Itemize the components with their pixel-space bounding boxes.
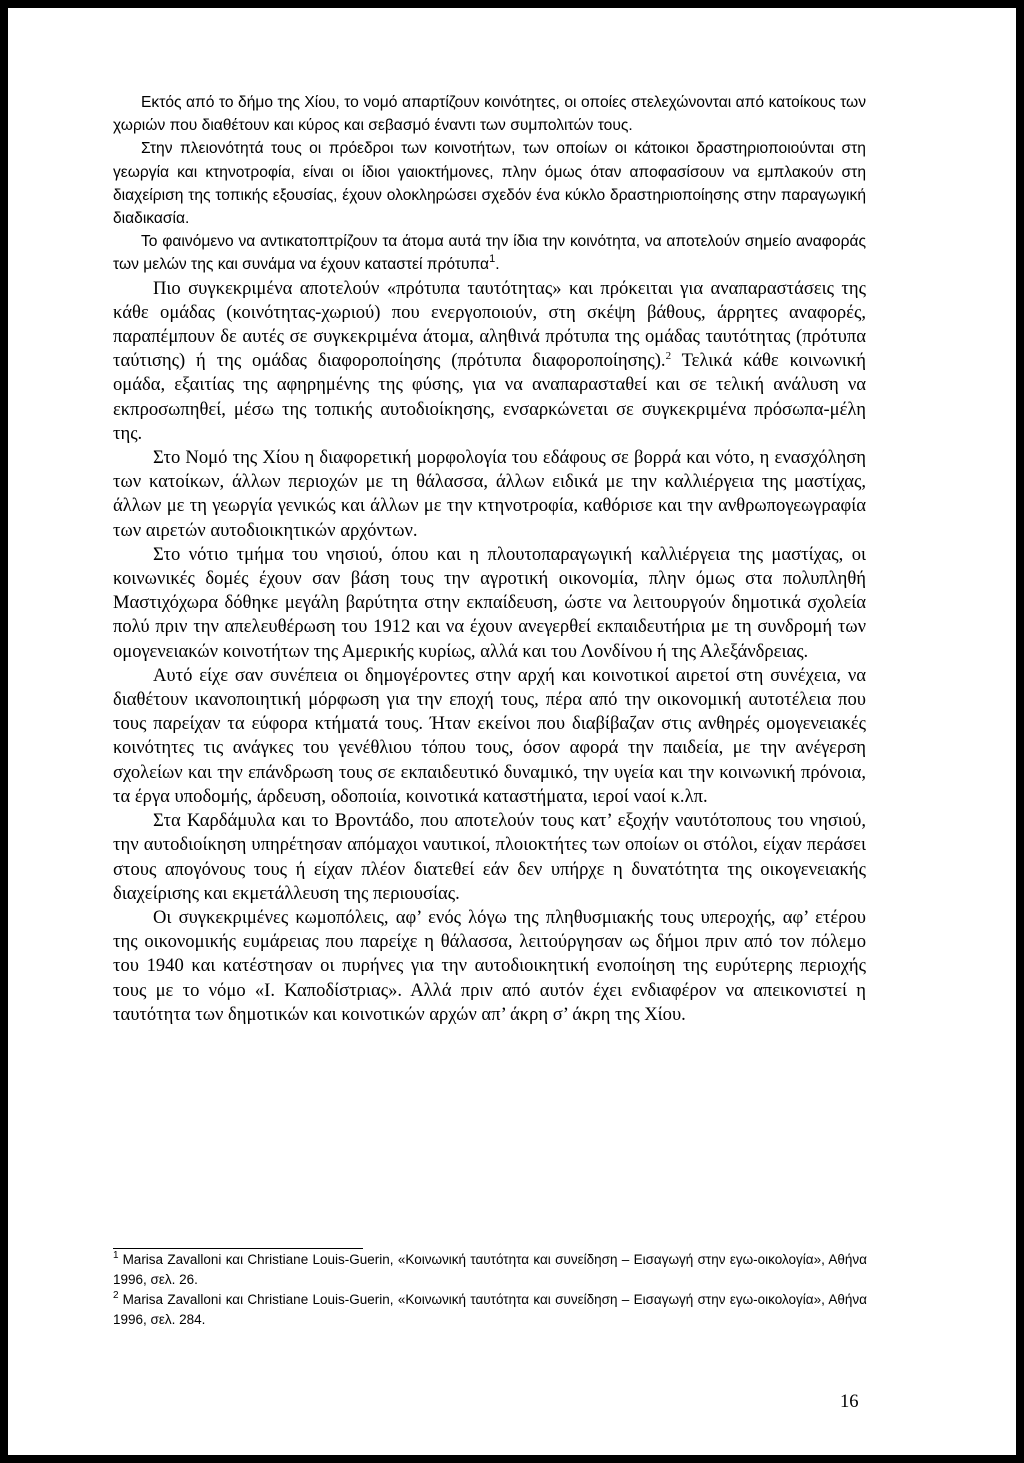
footnote xyxy=(113,1290,867,1330)
footnote-divider xyxy=(113,1248,363,1249)
paragraph: Αυτό είχε σαν συνέπεια οι δημογέροντες στην αρχή και κοινοτικοί αιρετοί στη συνέχεια, να διαθέτουν ικανοποιητική μόρφωση για την εποχή τους, πέρα από την οικονομική αυτοτέλεια που τους παρείχαν τα εύφορα κτήματά τους. Ήταν εκείνοι που διαβίβαζαν στις ανθηρές ομογενειακές κοινότητες τις ανάγκες του γενέθλιου τόπου τους, όσον αφορά την παιδεία, με την ανέγερση σχολείων και την επάνδρωση τους σε εκπαιδευτικό δυναμικό, την υγεία και την κοινωνική πρόνοια, τα έργα υποδομής, άρδευση, οδοποιία, κοινοτικά καταστήματα, ιεροί ναοί κ.λπ. xyxy=(113,664,866,807)
footnote-ref: 2 xyxy=(665,350,672,363)
page-number: 16 xyxy=(840,1391,859,1412)
paragraph: Οι συγκεκριμένες κωμοπόλεις, αφ’ ενός λόγω της πληθυσμιακής τους υπεροχής, αφ’ ετέρου της οικονομικής ευμάρειας που παρείχε η θάλασσα, λειτούργησαν ως δήμοι πριν από τον πόλεμο του 1940 και κατέστησαν οι πυρήνες για την αυτοδιοικητική ενοποίηση της ευρύτερης περιοχής τους με το νόμο «Ι. Καποδίστριας». Αλλά πριν από αυτόν έχει ενδιαφέρον να απεικονιστεί η ταυτότητα των δημοτικών και κοινοτικών αρχών απ’ άκρη σ’ άκρη της Χίου. xyxy=(113,906,866,1025)
footnote-ref: 1 xyxy=(489,253,496,266)
footnote xyxy=(113,1250,867,1290)
footnote-number: 1 xyxy=(113,1250,119,1261)
paragraph: Στα Καρδάμυλα και το Βροντάδο, που αποτελούν τους κατ’ εξοχήν ναυτότοπους του νησιού, την αυτοδιοίκηση υπηρέτησαν απόμαχοι ναυτικοί, πλοιοκτήτες των οποίων οι στόλοι, είχαν περάσει στους απογόνους τους ή είχαν πλέον διατεθεί εάν δεν υπήρχε η δυνατότητα της οικογενειακής διαχείρισης και εκμετάλλευση της περιουσίας. xyxy=(113,810,866,904)
footnotes xyxy=(113,1250,867,1330)
paragraph: Εκτός από το δήμο της Χίου, το νομό απαρτίζουν κοινότητες, οι οποίες στελεχώνονται από κατοίκους των χωριών που διαθέτουν και κύρος και σεβασμό έναντι των συμπολιτών τους. xyxy=(113,94,866,135)
footnote-text: Marisa Zavalloni και Christiane Louis-Guerin, «Κοινωνική ταυτότητα και συνείδηση – Εισαγωγή στην εγω-οικολογία», Αθήνα 1996, σελ. 284. xyxy=(113,1292,867,1327)
paragraph: Πιο συγκεκριμένα αποτελούν «πρότυπα ταυτότητας» και πρόκειται για αναπαραστάσεις της κάθε ομάδας (κοινότητας-χωριού) που ενεργοποιούν, στη σκέψη βάθους, άρρητες αναφορές, παραπέμπουν δε αυτές σε συγκεκριμένα άτομα, αληθινά πρότυπα της ομάδας ταυτότητας (πρότυπα ταύτισης) ή της ομάδας διαφοροποίησης (πρότυπα διαφοροποίησης).$^2$ Τελικά κάθε κοινωνική ομάδα, εξαιτίας της αφηρημένης της φύσης, για να αναπαρασταθεί και σε τελική ανάλυση να εκπροσωπηθεί, μέσω της τοπικής αυτοδιοίκησης, ενσαρκώνεται σε συγκεκριμένα πρόσωπα-μέλη της. xyxy=(113,277,866,444)
body-text xyxy=(113,91,866,1027)
paragraph: Στην πλειονότητά τους οι πρόεδροι των κοινοτήτων, των οποίων οι κάτοικοι δραστηριοποιούνται στη γεωργία και κτηνοτροφία, είναι οι ίδιοι γαιοκτήμονες, πλην όμως όταν αποφασίσουν να εμπλακούν στη διαχείριση της τοπικής εξουσίας, έχουν ολοκληρώσει σχεδόν ένα κύκλο δραστηριοποίησης στην παραγωγική διαδικασία. xyxy=(113,140,866,228)
paragraph: Στο Νομό της Χίου η διαφορετική μορφολογία του εδάφους σε βορρά και νότο, η ενασχόληση των κατοίκων, άλλων περιοχών με τη θάλασσα, άλλων ειδικά με την καλλιέργεια της μαστίχας, άλλων με τη γεωργία γενικώς και άλλων με την κτηνοτροφία, καθόρισε και την ανθρωπογεωγραφία των αιρετών αυτοδιοικητικών αρχόντων. xyxy=(113,447,866,541)
paragraph: Το φαινόμενο να αντικατοπτρίζουν τα άτομα αυτά την ίδια την κοινότητα, να αποτελούν σημείο αναφοράς των μελών της και συνάμα να έχουν καταστεί πρότυπα$^1$. xyxy=(113,233,866,274)
footnote-text: Marisa Zavalloni και Christiane Louis-Guerin, «Κοινωνική ταυτότητα και συνείδηση – Εισαγωγή στην εγω-οικολογία», Αθήνα 1996, σελ. 26. xyxy=(113,1252,867,1287)
paragraph: Στο νότιο τμήμα του νησιού, όπου και η πλουτοπαραγωγική καλλιέργεια της μαστίχας, οι κοινωνικές δομές έχουν σαν βάση τους την αγροτική οικονομία, πλην όμως στα πολυπληθή Μαστιχόχωρα δόθηκε μεγάλη βαρύτητα στην εκπαίδευση, ώστε να λειτουργούν δημοτικά σχολεία πολύ πριν την απελευθέρωση του 1912 και να έχουν ανεγερθεί εκπαιδευτήρια με τη συνδρομή των ομογενειακών κοινοτήτων της Αμερικής κυρίως, αλλά και του Λονδίνου ή της Αλεξάνδρειας. xyxy=(113,543,866,662)
footnote-number: 2 xyxy=(113,1290,119,1301)
